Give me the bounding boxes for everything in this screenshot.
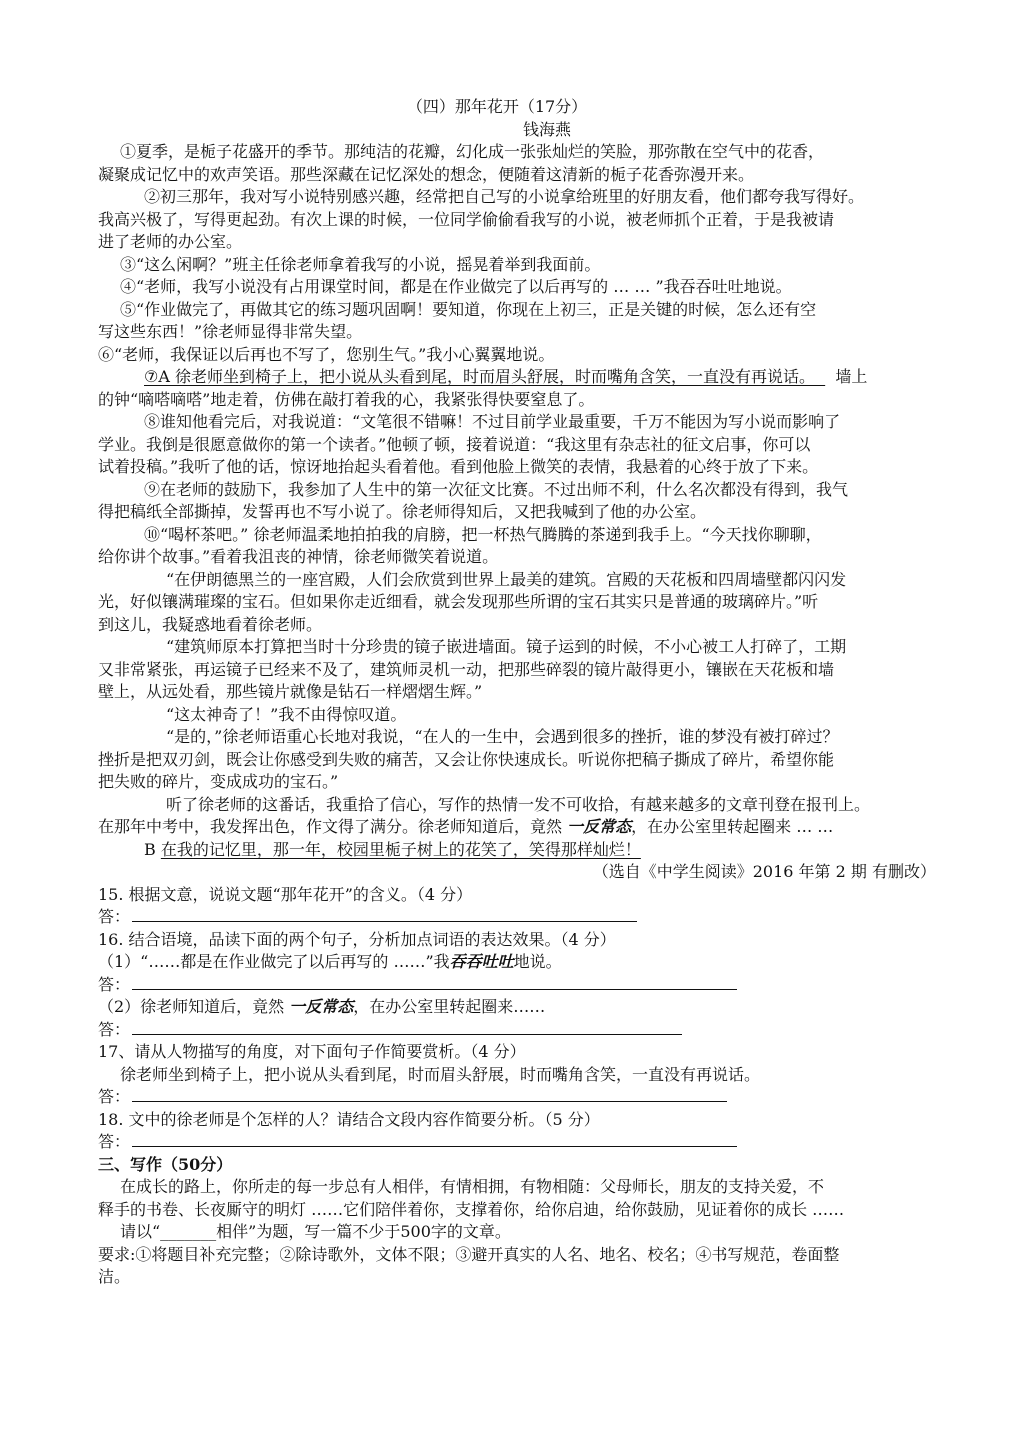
paragraph-16 <box>98 839 936 862</box>
paragraph-11-line-1: “在伊朗德黑兰的一座宫殿，人们会欣赏到世界上最美的建筑。宫殿的天花板和四周墙壁都闪闪发 <box>166 569 847 589</box>
paragraph-5-line-2: 写这些东西！”徐老师显得非常失望。 <box>98 322 363 341</box>
writing-prompt: 请以“_______相伴”为题，写一篇不少于500字的文章。 <box>120 1222 511 1241</box>
question-15: 15. 根据文意，说说文题“那年花开”的含义。（4 分） <box>98 884 473 904</box>
paragraph-15-line-1: 听了徐老师的这番话，我重拾了信心，写作的热情一发不可收拾，有越来越多的文章刊登在报刊上。 <box>166 794 871 814</box>
q16-1-part-3: 地说。 <box>513 952 562 971</box>
q16-1-emphasis: 吞吞吐吐 <box>449 952 514 971</box>
sentence-b-label: B <box>144 839 156 859</box>
answer-label: 答： <box>98 1132 131 1151</box>
question-17: 17、请从人物描写的角度，对下面句子作简要赏析。（4 分） <box>98 1042 526 1061</box>
answer-label: 答： <box>98 1019 131 1039</box>
question-17-quote: 徐老师坐到椅子上，把小说从头看到尾，时而眉头舒展，时而嘴角含笑，一直没有再说话。 <box>120 1064 761 1084</box>
question-16-item-1 <box>98 951 936 974</box>
author-name: 钱海燕 <box>522 119 571 139</box>
paragraph-15-line-2 <box>98 816 936 839</box>
underline-pad <box>815 367 825 386</box>
paragraph-1-line-1: ①夏季，是栀子花盛开的季节。那纯洁的花瓣，幻化成一张张灿烂的笑脸，那弥散在空气中的花香， <box>120 142 825 161</box>
paragraph-6: ⑥“老师，我保证以后再也不写了，您别生气。”我小心翼翼地说。 <box>98 344 555 364</box>
question-16: 16. 结合语境，品读下面的两个句子，分析加点词语的表达效果。（4 分） <box>98 929 616 949</box>
answer-row-17 <box>98 1086 936 1109</box>
paragraph-14-line-3: 把失败的碎片，变成成功的宝石。” <box>98 772 339 791</box>
question-16-item-2 <box>98 996 936 1019</box>
answer-line-16-2[interactable] <box>132 1019 682 1035</box>
paragraph-15-part-3: ，在办公室里转起圈来 … … <box>631 817 834 836</box>
paragraph-9-line-1: ⑨在老师的鼓励下，我参加了人生中的第一次征文比赛。不过出师不利，什么名次都没有得到，我气 <box>144 479 849 499</box>
answer-row-16-1 <box>98 974 936 997</box>
paragraph-7-tail: 墙上 <box>835 367 868 386</box>
paragraph-11-line-3: 到这儿，我疑惑地看着徐老师。 <box>98 614 323 634</box>
paragraph-4: ④“老师，我写小说没有占用课堂时间，都是在作业做完了以后再写的 … … ”我吞吞吐吐地说。 <box>120 277 792 296</box>
paragraph-13: “这太神奇了！”我不由得惊叹道。 <box>166 704 407 724</box>
answer-line-17[interactable] <box>132 1086 727 1102</box>
writing-requirements-line-1: 要求:①将题目补充完整；②除诗歌外，文体不限；③避开真实的人名、地名、校名；④书写规范，卷面整 <box>98 1244 840 1264</box>
sentence-a-underlined: ⑦A 徐老师坐到椅子上，把小说从头看到尾，时而眉头舒展，时而嘴角含笑，一直没有再说话。 <box>144 367 815 386</box>
q16-2-part-1: （2）徐老师知道后，竟然 <box>98 997 285 1016</box>
paragraph-2-line-2: 我高兴极了，写得更起劲。有次上课的时候，一位同学偷偷看我写的小说，被老师抓个正着，于是我被请 <box>98 209 835 229</box>
answer-label: 答： <box>98 974 131 994</box>
paragraph-8-line-2: 学业。我倒是很愿意做你的第一个读者。”他顿了顿，接着说道：“我这里有杂志社的征文启事，你可以 <box>98 434 811 454</box>
paragraph-14-line-1: “是的，”徐老师语重心长地对我说，“在人的一生中，会遇到很多的挫折，谁的梦没有被打碎过？ <box>166 727 839 746</box>
paragraph-2-line-1: ②初三那年，我对写小说特别感兴趣，经常把自己写的小说拿给班里的好朋友看，他们都夸我写得好。 <box>144 187 865 206</box>
writing-heading: 三、写作（50分） <box>98 1154 233 1174</box>
answer-row-18 <box>98 1131 936 1154</box>
paragraph-3: ③“这么闲啊？”班主任徐老师拿着我写的小说，摇晃着举到我面前。 <box>120 254 601 274</box>
paragraph-7-line-2: 的钟“嘀嗒嘀嗒”地走着，仿佛在敲打着我的心，我紧张得快要窒息了。 <box>98 389 595 409</box>
paragraph-7-line-1 <box>98 366 936 389</box>
paragraph-8-line-1: ⑧谁知他看完后，对我说道：“文笔很不错嘛！不过目前学业最重要，千万不能因为写小说而影响了 <box>144 412 841 431</box>
section-title: （四）那年花开（17分） <box>406 97 588 116</box>
writing-requirements-line-2: 洁。 <box>98 1267 131 1286</box>
paragraph-11-line-2: 光，好似镶满璀璨的宝石。但如果你走近细看，就会发现那些所谓的宝石其实只是普通的玻璃碎片。”听 <box>98 592 819 611</box>
sentence-b-underlined: 在我的记忆里，那一年，校园里栀子树上的花笑了，笑得那样灿烂！ <box>160 839 641 859</box>
answer-row-15 <box>98 906 936 929</box>
paragraph-10-line-2: 给你讲个故事。”看着我沮丧的神情，徐老师微笑着说道。 <box>98 547 499 566</box>
source-citation: （选自《中学生阅读》2016 年第 2 期 有删改） <box>592 862 936 881</box>
answer-line-18[interactable] <box>132 1131 737 1147</box>
question-18: 18. 文中的徐老师是个怎样的人？请结合文段内容作简要分析。（5 分） <box>98 1109 600 1129</box>
paragraph-12-line-1: “建筑师原本打算把当时十分珍贵的镜子嵌进墙面。镜子运到的时候，不小心被工人打碎了，工期 <box>166 637 847 656</box>
paragraph-12-line-2: 又非常紧张，再运镜子已经来不及了，建筑师灵机一动，把那些碎裂的镜片敲得更小，镶嵌在天花板和墙 <box>98 659 835 679</box>
answer-label: 答： <box>98 907 131 926</box>
paragraph-14-line-2: 挫折是把双刃剑，既会让你感受到失败的痛苦，又会让你快速成长。听说你把稿子撕成了碎片，希望你能 <box>98 749 835 769</box>
writing-intro-line-2: 释手的书卷、长夜厮守的明灯 ……它们陪伴着你，支撑着你，给你启迪，给你鼓励，见证着你的成长 …… <box>98 1199 845 1219</box>
paragraph-10-line-1: ⑩“喝杯茶吧。” 徐老师温柔地拍拍我的肩膀，把一杯热气腾腾的茶递到我手上。“今天找你聊聊， <box>144 524 822 544</box>
paragraph-1-line-2: 凝聚成记忆中的欢声笑语。那些深藏在记忆深处的想念，便随着这清新的栀子花香弥漫开来。 <box>98 164 755 184</box>
q16-1-part-1: （1）“……都是在作业做完了以后再写的 ……”我 <box>98 952 450 971</box>
answer-row-16-2 <box>98 1019 936 1042</box>
paragraph-5-line-1: ⑤“作业做完了，再做其它的练习题巩固啊！要知道，你现在上初三，正是关键的时候，怎么还有空 <box>120 299 817 319</box>
answer-label: 答： <box>98 1087 131 1106</box>
q16-2-emphasis: 一反常态 <box>289 997 354 1016</box>
paragraph-8-line-3: 试着投稿。”我听了他的话，惊讶地抬起头看着他。看到他脸上微笑的表情，我悬着的心终于放了下来。 <box>98 457 819 476</box>
paragraph-12-line-3: 壁上，从远处看，那些镜片就像是钻石一样熠熠生辉。” <box>98 682 483 701</box>
writing-intro-line-1: 在成长的路上，你所走的每一步总有人相伴，有情相拥，有物相随：父母师长，朋友的支持关爱，不 <box>120 1177 825 1196</box>
paragraph-9-line-2: 得把稿纸全部撕掉，发誓再也不写小说了。徐老师得知后，又把我喊到了他的办公室。 <box>98 502 707 521</box>
exam-page <box>98 96 936 1289</box>
answer-line-15[interactable] <box>132 906 637 922</box>
paragraph-2-line-3: 进了老师的办公室。 <box>98 232 243 251</box>
q16-2-part-3: ，在办公室里转起圈来…… <box>353 997 546 1016</box>
emphasized-phrase: 一反常态 <box>567 817 632 836</box>
paragraph-15-part-1: 在那年中考中，我发挥出色，作文得了满分。徐老师知道后，竟然 <box>98 817 563 836</box>
answer-line-16-1[interactable] <box>132 974 737 990</box>
